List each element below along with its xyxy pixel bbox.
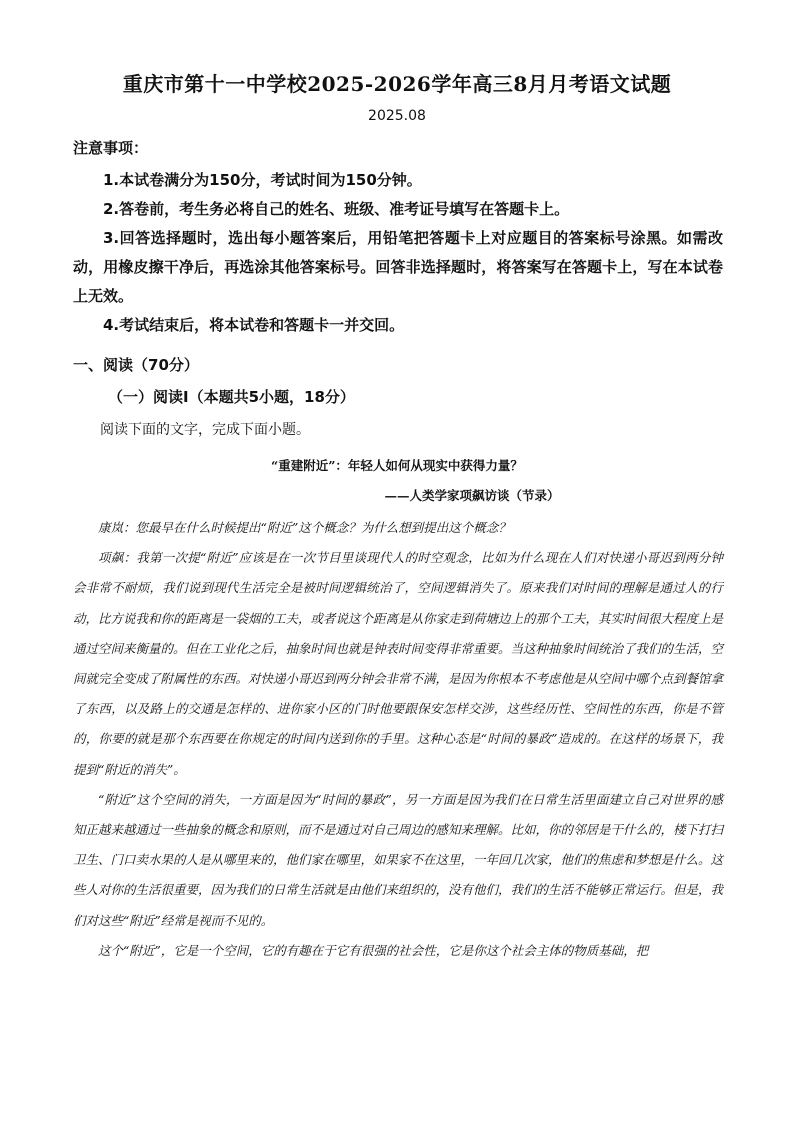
notice-item: 4.考试结束后，将本试卷和答题卡一并交回。 (103, 316, 405, 334)
article-body (73, 513, 723, 966)
article-paragraph: 这个“附近”，它是一个空间，它的有趣在于它有很强的社会性，它是你这个社会主体的物质基础，把 (98, 942, 649, 958)
subsection-title: （一）阅读Ⅰ（本题共5小题，18分） (108, 388, 355, 406)
exam-date: 2025.08 (368, 108, 426, 124)
notice-list (73, 166, 723, 340)
notice-item: 2.答卷前，考生务必将自己的姓名、班级、准考证号填写在答题卡上。 (103, 200, 570, 218)
reading-instruction: 阅读下面的文字，完成下面小题。 (100, 422, 310, 438)
article-paragraph: “附近”这个空间的消失，一方面是因为“时间的暴政”，另一方面是因为我们在日常生活里面建立自己对世界的感知正越来越通过一些抽象的概念和原则，而不是通过对自己周边的感知来理解。比如，你的邻居是干什么的，楼下打扫卫生、门口卖水果的人是从哪里来的，他们家在哪里，如果家不在这里，一年回几次家，他们的焦虑和梦想是什么。这些人对你的生活很重要，因为我们的日常生活就是由他们来组织的，没有他们，我们的生活不能够正常运行。但是，我们对这些“附近”经常是视而不见的。 (73, 791, 724, 928)
exam-title: 重庆市第十一中学校2025-2026学年高三8月月考语文试题 (122, 72, 672, 96)
article-title: “重建附近”：年轻人如何从现实中获得力量？ (271, 458, 523, 473)
notice-item: 3.回答选择题时，选出每小题答案后，用铅笔把答题卡上对应题目的答案标号涂黑。如需改动，用橡皮擦干净后，再选涂其他答案标号。回答非选择题时，将答案写在答题卡上，写在本试卷上无效。 (73, 229, 723, 305)
article-paragraph: 项飙：我第一次提“附近”应该是在一次节目里谈现代人的时空观念，比如为什么现在人们对快递小哥迟到两分钟会非常不耐烦，我们说到现代生活完全是被时间逻辑统治了，空间逻辑消失了。原来我们对时间的理解是通过人的行动，比方说我和你的距离是一袋烟的工夫，或者说这个距离是从你家走到荷塘边上的那个工夫，其实时间很大程度上是通过空间来衡量的。但在工业化之后，抽象时间也就是钟表时间变得非常重要。当这种抽象时间统治了我们的生活，空间就完全变成了附属性的东西。对快递小哥迟到两分钟会非常不满，是因为你根本不考虑他是从空间中哪个点到餐馆拿了东西，以及路上的交通是怎样的、进你家小区的门时他要跟保安怎样交涉，这些经历性、空间性的东西，你是不管的，你要的就是那个东西要在你规定的时间内送到你的手里。这种心态是“时间的暴政”造成的。在这样的场景下，我提到“附近的消失”。 (73, 550, 724, 777)
article-subtitle: ——人类学家项飙访谈（节录） (384, 488, 560, 503)
notice-heading: 注意事项： (73, 139, 149, 157)
article-paragraph: 康岚：您最早在什么时候提出“附近”这个概念？为什么想到提出这个概念？ (98, 520, 511, 535)
section-title: 一、阅读（70分） (73, 356, 199, 374)
notice-item: 1.本试卷满分为150分，考试时间为150分钟。 (103, 171, 422, 189)
